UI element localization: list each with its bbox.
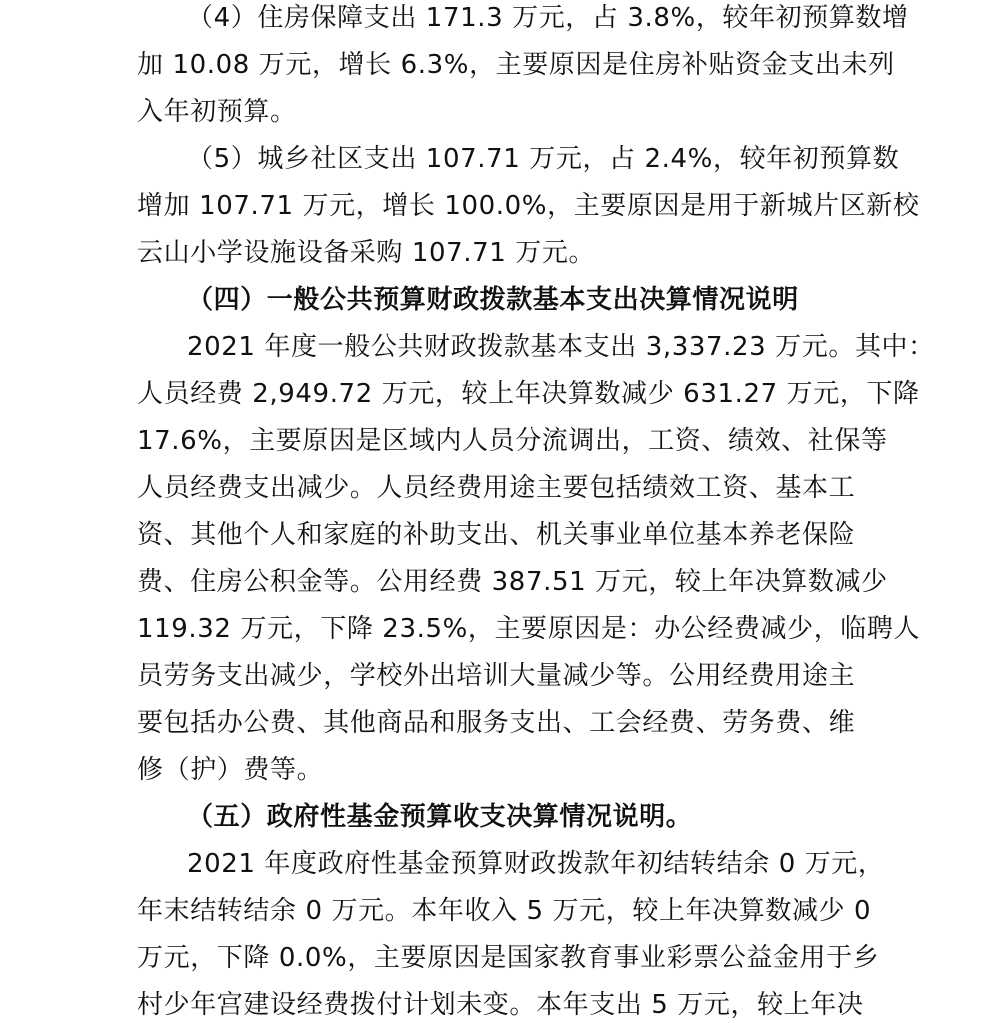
text-line: （5）城乡社区支出 107.71 万元，占 2.4%，较年初预算数	[187, 144, 900, 174]
text-line: 云山小学设施设备采购 107.71 万元。	[137, 238, 596, 268]
text-line: （4）住房保障支出 171.3 万元，占 3.8%，较年初预算数增	[187, 3, 909, 33]
text-line: 17.6%，主要原因是区域内人员分流调出，工资、绩效、社保等	[137, 426, 888, 456]
text-line: 万元，下降 0.0%，主要原因是国家教育事业彩票公益金用于乡	[137, 943, 880, 973]
text-line: 人员经费支出减少。人员经费用途主要包括绩效工资、基本工	[137, 473, 856, 503]
text-line: 资、其他个人和家庭的补助支出、机关事业单位基本养老保险	[137, 520, 856, 550]
text-line: 入年初预算。	[137, 97, 297, 127]
text-line: 费、住房公积金等。公用经费 387.51 万元，较上年决算数减少	[137, 567, 888, 597]
section-heading: （四）一般公共预算财政拨款基本支出决算情况说明	[187, 285, 799, 315]
text-line: 加 10.08 万元，增长 6.3%，主要原因是住房补贴资金支出未列	[137, 50, 895, 80]
text-line: 2021 年度一般公共财政拨款基本支出 3,337.23 万元。其中：	[187, 332, 935, 362]
text-line: 修（护）费等。	[137, 755, 324, 785]
text-line: 村少年宫建设经费拨付计划未变。本年支出 5 万元，较上年决	[137, 990, 864, 1020]
text-line: 人员经费 2,949.72 万元，较上年决算数减少 631.27 万元，下降	[137, 379, 920, 409]
text-line: 119.32 万元，下降 23.5%，主要原因是：办公经费减少，临聘人	[137, 614, 921, 644]
text-line: 员劳务支出减少，学校外出培训大量减少等。公用经费用途主	[137, 661, 856, 691]
section-heading: （五）政府性基金预算收支决算情况说明。	[187, 802, 693, 832]
text-line: 要包括办公费、其他商品和服务支出、工会经费、劳务费、维	[137, 708, 856, 738]
text-line: 增加 107.71 万元，增长 100.0%，主要原因是用于新城片区新校	[137, 191, 920, 221]
text-line: 2021 年度政府性基金预算财政拨款年初结转结余 0 万元，	[187, 849, 885, 879]
text-line: 年末结转结余 0 万元。本年收入 5 万元，较上年决算数减少 0	[137, 896, 872, 926]
